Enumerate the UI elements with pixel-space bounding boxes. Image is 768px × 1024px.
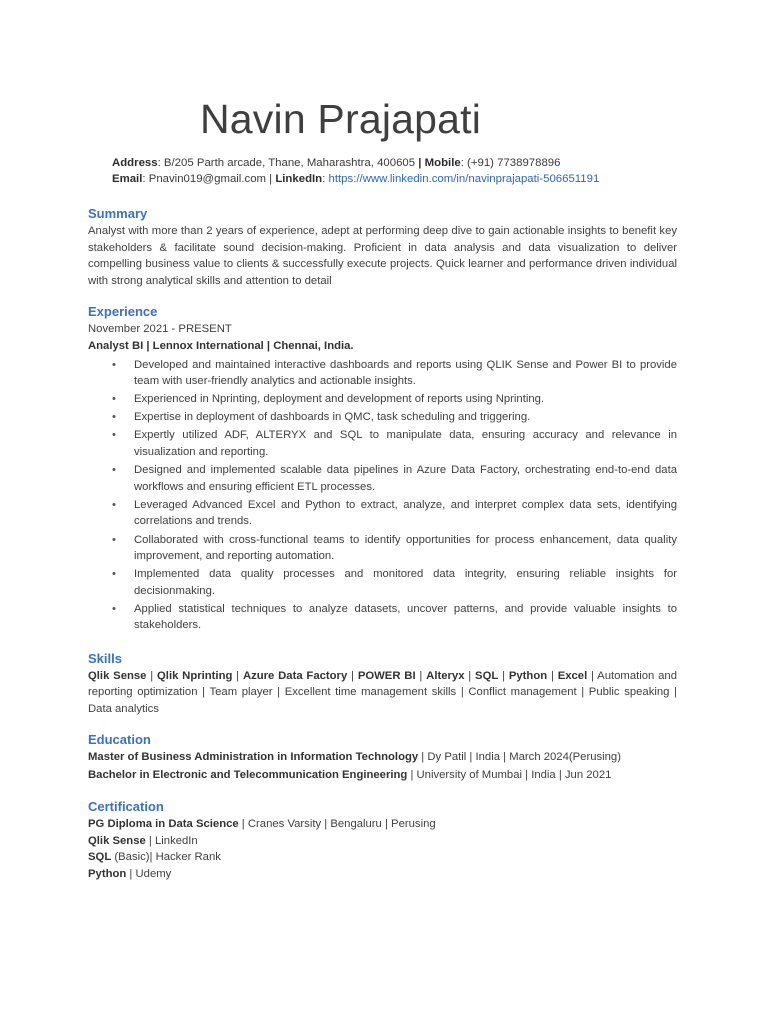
experience-section: [88, 303, 677, 634]
bullet-icon: •: [112, 533, 116, 546]
skills-heading: Skills: [88, 650, 122, 666]
summary-section: [88, 205, 677, 289]
mobile-value: : (+91) 7738978896: [460, 157, 561, 169]
skills-section: [88, 650, 677, 718]
list-item: • Experienced in Nprinting, deployment and development of reports using Nprinting.: [88, 391, 677, 408]
list-item: • Implemented data quality processes and monitored data integrity, ensuring reliable insights for decisionmaking.: [112, 568, 677, 597]
list-item: • Designed and implemented scalable data pipelines in Azure Data Factory, orchestrating end-to-end data workflows and ensuring efficient ETL processes.: [112, 464, 677, 493]
bullet-icon: •: [112, 498, 116, 511]
address-value: : B/205 Parth arcade, Thane, Maharashtra, 400605: [157, 157, 419, 169]
list-item: • Applied statistical techniques to analyze datasets, uncover patterns, and provide valuable insights to stakeholders.: [112, 602, 677, 632]
skills-text: Qlik Sense | Qlik Nprinting | Azure Data Factory | POWER BI | Alteryx | SQL | Python | Excel | Automation and reporting optimization | Team player | Excellent time management skills | Conflict management | Public speaking | Data analytics: [88, 669, 677, 715]
address-label: Address: [112, 157, 158, 169]
summary-heading: Summary: [88, 206, 148, 221]
list-item: • Collaborated with cross-functional teams to identify opportunities for process enhancement, data quality improvement, and reporting automation.: [112, 533, 677, 563]
bullet-icon: •: [112, 411, 116, 424]
list-item: • Leveraged Advanced Excel and Python to extract, analyze, and interpret complex data sets, identifying correlations and trends.: [112, 498, 677, 528]
contact-line-1: [112, 155, 599, 171]
candidate-name: Navin Prajapati: [200, 96, 482, 142]
bullet-icon: •: [112, 358, 116, 371]
experience-date: November 2021 - PRESENT: [88, 323, 232, 336]
resume-body: [88, 205, 677, 882]
linkedin-colon: :: [322, 173, 329, 185]
certification-section: [88, 798, 677, 882]
list-item: PG Diploma in Data Science | Cranes Varsity | Bengaluru | Perusing: [88, 818, 436, 831]
contact-line-2: [112, 171, 599, 187]
contact-separator: |: [418, 157, 422, 169]
contact-block: [112, 155, 599, 187]
list-item: • Expertise in deployment of dashboards in QMC, task scheduling and triggering.: [88, 409, 677, 426]
bullet-icon: •: [112, 464, 116, 477]
list-item: SQL (Basic)| Hacker Rank: [88, 851, 221, 864]
summary-text: Analyst with more than 2 years of experience, adept at performing deep dive to gain actionable insights to benefit key stakeholders & facilitate sound decision-making. Proficient in data analysis and data visualization to deliver compelling business value to clients & successfully execute projects. Quick learner and performance driven individual with strong analytical skills and attention to detail: [88, 225, 677, 287]
bullet-icon: •: [112, 429, 116, 442]
list-item: Python | Udemy: [88, 867, 172, 880]
bullet-icon: •: [112, 393, 116, 406]
email-label: Email: [112, 173, 143, 185]
certification-heading: Certification: [88, 799, 164, 815]
experience-heading: Experience: [88, 304, 158, 320]
bullet-icon: •: [112, 568, 116, 581]
list-item: Master of Business Administration in Information Technology | Dy Patil | India | March 2024(Perusing): [88, 751, 621, 764]
linkedin-link[interactable]: https://www.linkedin.com/in/navinprajapati-506651191: [328, 173, 600, 185]
list-item: • Expertly utilized ADF, ALTERYX and SQL to manipulate data, ensuring accuracy and relevance in visualization and reporting.: [112, 429, 677, 459]
linkedin-label: LinkedIn: [275, 173, 323, 185]
list-item: Qlik Sense | LinkedIn: [88, 834, 198, 847]
list-item: Bachelor in Electronic and Telecommunication Engineering | University of Mumbai | India | Jun 2021: [88, 769, 612, 782]
mobile-label: Mobile: [424, 157, 461, 169]
education-section: [88, 731, 677, 784]
experience-list: [88, 357, 677, 635]
list-item: • Developed and maintained interactive dashboards and reports using QLIK Sense and Power BI to provide team with user-friendly analytics and actionable insights.: [112, 358, 677, 388]
bullet-icon: •: [112, 602, 116, 615]
email-value: : Pnavin019@gmail.com |: [142, 173, 276, 185]
experience-role: Analyst BI | Lennox International | Chennai, India.: [88, 339, 354, 352]
education-heading: Education: [88, 732, 151, 748]
